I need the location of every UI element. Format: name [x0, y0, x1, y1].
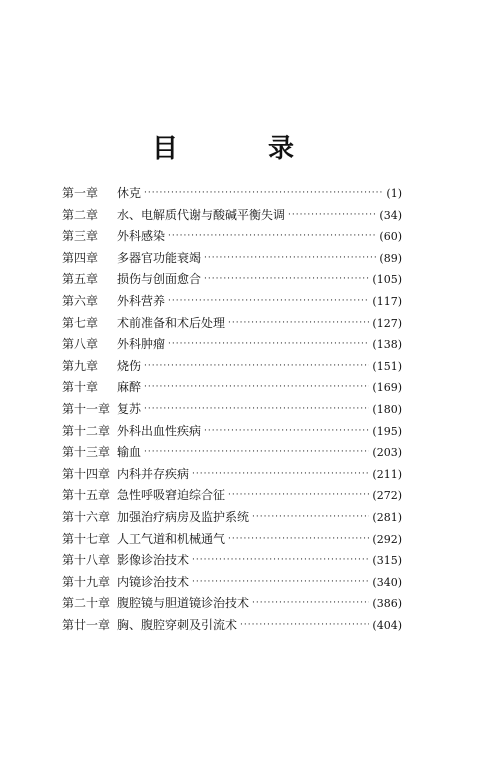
toc-leader-dots [252, 507, 369, 529]
toc-leader-dots [204, 269, 369, 291]
toc-page-number: (281) [372, 510, 402, 524]
toc-chapter-title: 外科出血性疾病 [117, 423, 202, 438]
toc-entry[interactable] [62, 377, 402, 399]
toc-chapter-title: 多器官功能衰竭 [117, 250, 202, 265]
toc-chapter-number: 第十九章 [62, 574, 111, 589]
toc-leader-dots [144, 356, 369, 378]
toc-entry[interactable] [62, 356, 402, 378]
toc-page-number: (89) [379, 251, 402, 265]
toc-entry[interactable] [62, 529, 402, 551]
toc-chapter-number: 第六章 [62, 293, 99, 308]
toc-leader-dots [144, 377, 369, 399]
toc-chapter-title: 外科营养 [117, 293, 166, 308]
toc-page-number: (315) [372, 554, 402, 568]
toc-entry[interactable] [62, 507, 402, 529]
toc-page-number: (127) [372, 316, 402, 330]
toc-chapter-title: 休克 [117, 186, 142, 200]
toc-page-number: (105) [372, 273, 402, 287]
toc-chapter-number: 第十章 [62, 380, 99, 395]
toc-page-number: (211) [372, 467, 402, 481]
toc-chapter-title: 急性呼吸窘迫综合征 [117, 488, 226, 503]
title-char-1: 目 [152, 134, 179, 164]
toc-leader-dots [168, 334, 369, 356]
toc-leader-dots [192, 550, 369, 572]
toc-chapter-title: 外科感染 [117, 229, 166, 244]
toc-leader-dots [144, 183, 383, 205]
toc-chapter-title: 加强治疗病房及监护系统 [117, 509, 250, 524]
toc-entry[interactable] [62, 464, 402, 486]
toc-leader-dots [228, 485, 369, 507]
toc-entry[interactable] [62, 334, 402, 356]
toc-chapter-number: 第三章 [62, 229, 99, 244]
toc-leader-dots [288, 205, 376, 227]
toc-page-number: (138) [372, 338, 402, 352]
toc-leader-dots [192, 464, 369, 486]
toc-page-number: (195) [372, 424, 402, 438]
toc-leader-dots [168, 291, 369, 313]
toc-page-number: (292) [372, 532, 402, 546]
toc-entry[interactable] [62, 421, 402, 443]
toc-chapter-number: 第十四章 [62, 466, 111, 481]
toc-chapter-title: 内镜诊治技术 [117, 574, 190, 589]
toc-page-number: (1) [386, 187, 402, 200]
toc-chapter-title: 外科肿瘤 [117, 337, 166, 352]
toc-page-number: (169) [372, 381, 402, 395]
toc-entry[interactable] [62, 313, 402, 335]
toc-chapter-title: 损伤与创面愈合 [117, 272, 202, 287]
toc-entry[interactable] [62, 615, 402, 637]
toc-chapter-title: 水、电解质代谢与酸碱平衡失调 [117, 207, 286, 222]
toc-chapter-number: 第八章 [62, 337, 99, 352]
toc-chapter-title: 人工气道和机械通气 [117, 531, 226, 546]
title-char-2: 录 [268, 134, 295, 164]
toc-chapter-number: 第十五章 [62, 488, 111, 503]
toc-chapter-title: 影像诊治技术 [117, 553, 190, 568]
toc-chapter-title: 内科并存疾病 [117, 466, 190, 481]
toc-chapter-number: 第十七章 [62, 531, 111, 546]
toc-chapter-number: 第十八章 [62, 553, 111, 568]
toc-leader-dots [228, 529, 369, 551]
toc-chapter-number: 第四章 [62, 250, 99, 265]
toc-chapter-number: 第七章 [62, 315, 99, 330]
toc-page-number: (34) [379, 208, 402, 222]
toc-leader-dots [240, 615, 369, 637]
toc-chapter-title: 复苏 [117, 401, 142, 416]
toc-entry[interactable] [62, 183, 402, 205]
toc-page-number: (60) [379, 230, 402, 244]
toc-page-number: (386) [372, 597, 402, 611]
toc-chapter-number: 第二章 [62, 207, 99, 222]
toc-leader-dots [204, 248, 376, 270]
toc-chapter-title: 烧伤 [117, 358, 142, 373]
toc-page-number: (151) [372, 359, 402, 373]
toc-chapter-number: 第十六章 [62, 509, 111, 524]
toc-chapter-number: 第五章 [62, 272, 99, 287]
toc-page-number: (272) [372, 489, 402, 503]
toc-chapter-number: 第廿一章 [62, 617, 111, 632]
toc-chapter-number: 第十三章 [62, 445, 111, 460]
toc-page-number: (340) [372, 575, 402, 589]
toc-page-number: (404) [372, 618, 402, 632]
toc-chapter-number: 第一章 [62, 186, 99, 200]
toc-leader-dots [204, 421, 369, 443]
toc-entry[interactable] [62, 485, 402, 507]
toc-entry[interactable] [62, 399, 402, 421]
toc-page-number: (180) [372, 402, 402, 416]
toc-leader-dots [144, 442, 369, 464]
toc-leader-dots [192, 572, 369, 594]
toc-entry[interactable] [62, 248, 402, 270]
toc-chapter-title: 麻醉 [117, 380, 142, 395]
toc-chapter-title: 术前准备和术后处理 [117, 315, 226, 330]
toc-entry[interactable] [62, 593, 402, 615]
toc-entry[interactable] [62, 226, 402, 248]
toc-chapter-number: 第九章 [62, 358, 99, 373]
page-title [0, 128, 504, 168]
toc-page-number: (203) [372, 446, 402, 460]
toc-chapter-number: 第二十章 [62, 596, 111, 611]
toc-entry[interactable] [62, 550, 402, 572]
toc-leader-dots [252, 593, 369, 615]
toc-entry[interactable] [62, 442, 402, 464]
toc-entry[interactable] [62, 269, 402, 291]
toc-chapter-title: 输血 [117, 445, 142, 460]
toc-leader-dots [228, 313, 369, 335]
toc-chapter-number: 第十二章 [62, 423, 111, 438]
table-of-contents [62, 183, 402, 636]
toc-leader-dots [168, 226, 376, 248]
toc-chapter-title: 胸、腹腔穿刺及引流术 [117, 617, 238, 632]
toc-entry[interactable] [62, 572, 402, 594]
toc-page-number: (117) [372, 294, 402, 308]
toc-leader-dots [144, 399, 369, 421]
toc-chapter-number: 第十一章 [62, 401, 111, 416]
toc-chapter-title: 腹腔镜与胆道镜诊治技术 [117, 596, 250, 611]
toc-entry[interactable] [62, 205, 402, 227]
toc-entry[interactable] [62, 291, 402, 313]
